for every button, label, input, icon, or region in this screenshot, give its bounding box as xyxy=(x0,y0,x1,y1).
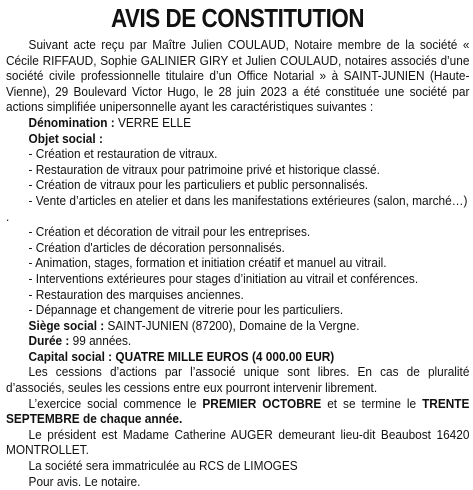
objet-item-3: - Création de vitraux pour les particuliers et public personnalisés. xyxy=(28,178,369,193)
objet-item-2: - Restauration de vitraux pour patrimoine privé et historique classé. xyxy=(28,162,380,177)
intro-paragraph: Suivant acte reçu par Maître Julien COULAUD, Notaire membre de la société « Cécile RIFFAUD, Sophie GALINIER GIRY et Julien COULAUD, notaires associés d’une société civile professionnelle titulaire d’un Office Notarial » à SAINT-JUNIEN (Haute-Vienne), 29 Boulevard Victor Hugo, le 28 juin 2023 a été constituée une société par actions simplifiée unipersonnelle ayant les caractéristiques suivantes : xyxy=(6,38,470,115)
exercice-end: TRENTE SEPTEMBRE de chaque année. xyxy=(6,396,470,427)
denomination-value: VERRE ELLE xyxy=(114,115,192,130)
objet-item-9: - Restauration des marquises anciennes. xyxy=(28,287,244,302)
capital-value: QUATRE MILLE EUROS (4 000.00 EUR) xyxy=(112,349,335,364)
closing-line: Pour avis. Le notaire. xyxy=(28,474,141,489)
siege-value: SAINT-JUNIEN (87200), Domaine de la Vergne. xyxy=(104,318,360,333)
exercice-paragraph xyxy=(6,397,469,428)
capital-line xyxy=(6,350,469,366)
objet-item-6: - Création d'articles de décoration personnalisés. xyxy=(28,240,285,255)
siege-line xyxy=(6,319,469,335)
capital-label: Capital social : xyxy=(28,349,113,364)
exercice-start: PREMIER OCTOBRE xyxy=(202,396,322,411)
objet-label: Objet social : xyxy=(28,131,103,146)
objet-item-4: - Vente d’articles en atelier et dans les manifestations extérieures (salon, marché…) xyxy=(28,193,468,208)
rcs-paragraph: La société sera immatriculée au RCS de LIMOGES xyxy=(28,459,298,474)
objet-item-7: - Animation, stages, formation et initiation créatif et manuel au vitrail. xyxy=(28,256,387,271)
exercice-before: L’exercice social commence le xyxy=(28,396,203,411)
president-paragraph: Le président est Madame Catherine AUGER demeurant lieu-dit Beaubost 16420 MONTROLLET. xyxy=(6,427,470,458)
denomination-label: Dénomination : xyxy=(28,115,115,130)
siege-label: Siège social : xyxy=(28,318,105,333)
duree-value: 99 années. xyxy=(69,334,132,349)
exercice-middle: et se termine le xyxy=(321,396,423,411)
objet-item-10: - Dépannage et changement de vitrerie pour les particuliers. xyxy=(28,303,344,318)
notice-body xyxy=(6,38,469,490)
objet-item-5: - Création et décoration de vitrail pour les entreprises. xyxy=(28,225,311,240)
objet-item-1: - Création et restauration de vitraux. xyxy=(28,147,218,162)
duree-label: Durée : xyxy=(28,334,70,349)
duree-line xyxy=(6,334,469,350)
denomination-line xyxy=(6,116,469,132)
notice-title: AVIS DE CONSTITUTION xyxy=(110,3,365,33)
cessions-paragraph: Les cessions d’actions par l’associé unique sont libres. En cas de pluralité d’associés, seules les cessions entre eux pourront intervenir librement. xyxy=(6,365,470,396)
objet-separator: . xyxy=(6,209,10,224)
objet-item-8: - Interventions extérieures pour stages d’initiation au vitrail et conférences. xyxy=(28,271,419,286)
